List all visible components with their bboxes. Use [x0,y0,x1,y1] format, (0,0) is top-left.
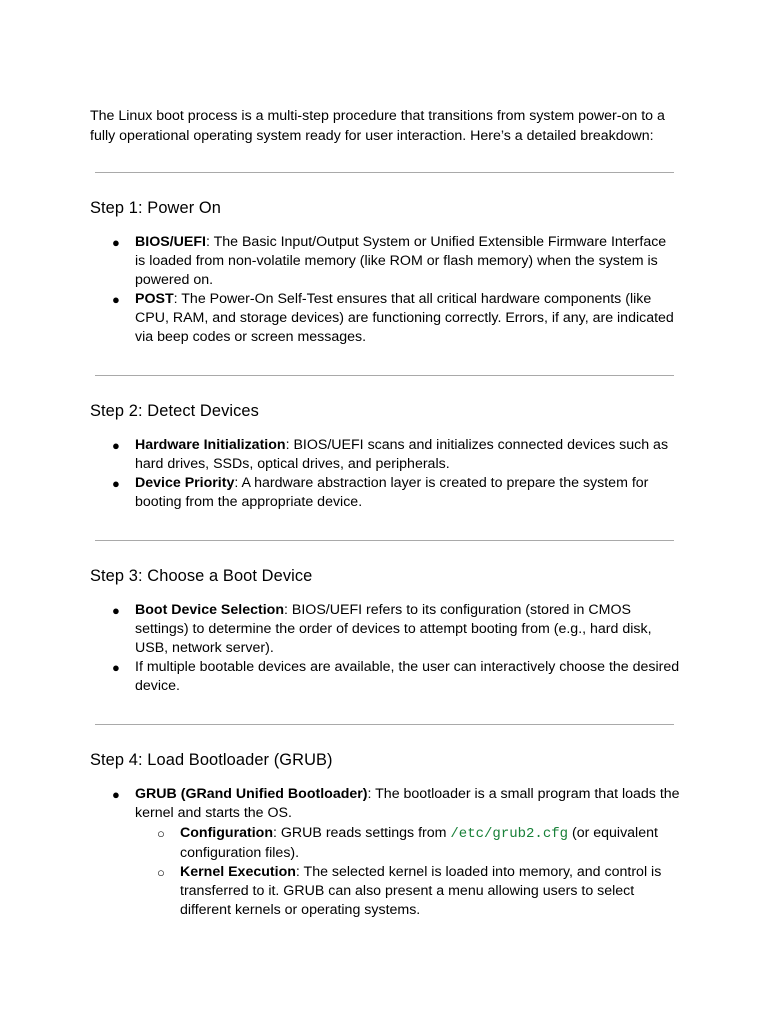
step-3-heading: Step 3: Choose a Boot Device [90,567,313,585]
step-2-section [90,401,680,512]
bullet-icon: ● [112,787,120,802]
divider [95,540,674,541]
sublist-item [135,824,680,863]
item-text: : The Basic Input/Output System or Unified Extensible Firmware Interface is loaded from non-volatile memory (like ROM or flash memory) when the system is powered on. [135,234,667,288]
config-path-code: /etc/grub2.cfg [450,826,569,842]
hollow-bullet-icon: ○ [157,865,165,880]
item-text: (or equivalent configuration files). [180,825,658,861]
document-page [90,107,680,920]
step-2-heading: Step 2: Detect Devices [90,402,259,420]
sublist-item [135,863,680,920]
item-text: : BIOS/UEFI scans and initializes connected devices such as hard drives, SSDs, optical drives, and peripherals. [135,437,669,472]
item-text: : BIOS/UEFI refers to its configuration (stored in CMOS settings) to determine the order of devices to attempt booting from (e.g., hard disk, USB, network server). [135,602,652,656]
step-1-heading: Step 1: Power On [90,199,221,217]
divider [95,172,674,173]
item-text: : The bootloader is a small program that loads the kernel and starts the OS. [135,786,680,821]
bullet-icon: ● [112,476,120,491]
bullet-icon: ● [112,292,120,307]
item-term: Configuration [180,825,273,841]
list-item [90,785,680,920]
divider [95,724,674,725]
divider [95,375,674,376]
item-term: BIOS/UEFI [135,234,206,250]
item-text: If multiple bootable devices are available, the user can interactively choose the desired device. [135,659,680,694]
step-1-list [90,233,680,347]
item-term: Kernel Execution [180,864,296,880]
bullet-icon: ● [112,438,120,453]
step-1-section [90,198,680,347]
item-term: Hardware Initialization [135,437,286,453]
list-item [90,290,680,347]
bullet-icon: ● [112,235,120,250]
step-2-list [90,436,680,512]
item-text: : The selected kernel is loaded into memory, and control is transferred to it. GRUB can also present a menu allowing users to select different kernels or operating systems. [180,864,662,918]
bullet-icon: ● [112,603,120,618]
list-item [90,601,680,658]
step-4-heading: Step 4: Load Bootloader (GRUB) [90,751,333,769]
item-term: Device Priority [135,475,235,491]
list-item [90,233,680,290]
intro-paragraph: The Linux boot process is a multi-step procedure that transitions from system power-on to a fully operational operating system ready for user interaction. Here’s a detailed breakdown: [90,108,665,144]
item-text: : A hardware abstraction layer is created to prepare the system for booting from the appropriate device. [135,475,649,510]
item-text: : GRUB reads settings from [273,825,451,841]
item-text: : The Power-On Self-Test ensures that all critical hardware components (like CPU, RAM, and storage devices) are functioning correctly. Errors, if any, are indicated via beep codes or screen messages. [135,291,674,345]
item-term: POST [135,291,174,307]
bullet-icon: ● [112,660,120,675]
list-item [90,474,680,512]
item-term: Boot Device Selection [135,602,285,618]
step-3-list [90,601,680,696]
item-term: GRUB (GRand Unified Bootloader) [135,786,368,802]
step-4-sublist [135,824,680,920]
hollow-bullet-icon: ○ [157,826,165,841]
step-3-section [90,566,680,696]
list-item [90,658,680,696]
step-4-list [90,785,680,920]
step-4-section [90,750,680,920]
list-item [90,436,680,474]
